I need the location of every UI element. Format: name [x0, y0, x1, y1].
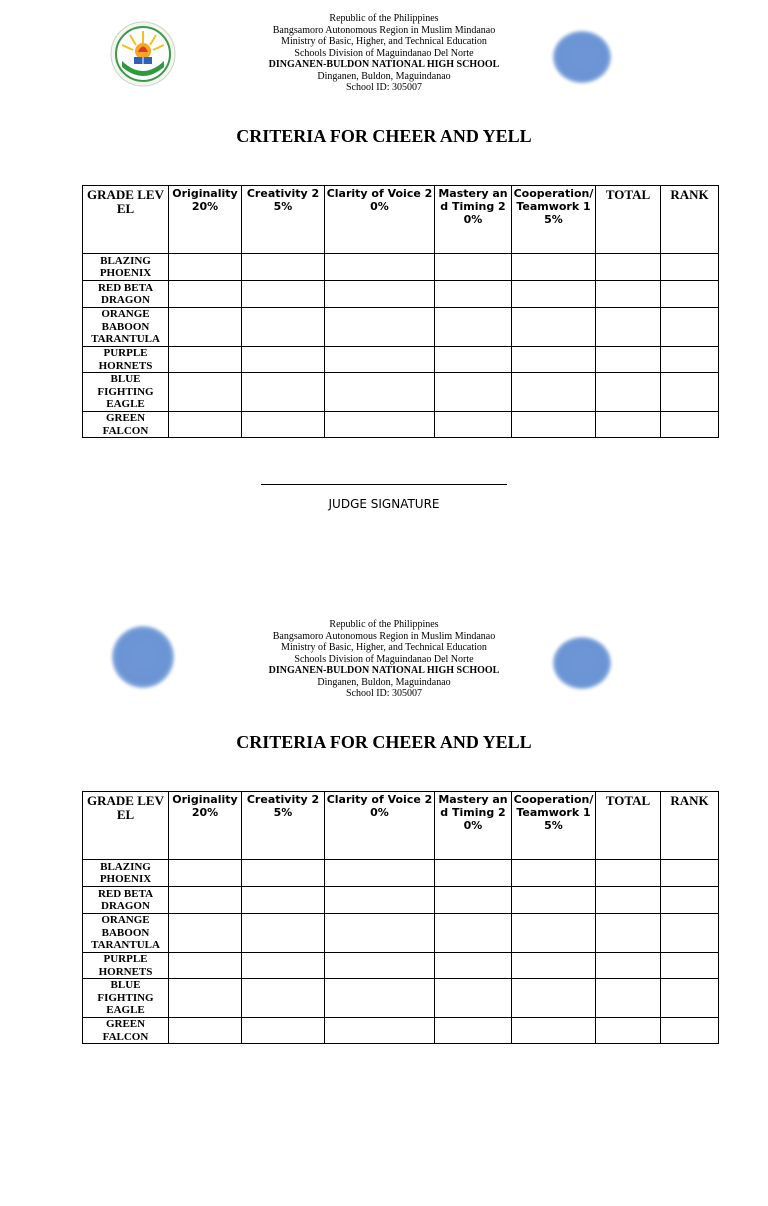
- table-header-row: [83, 792, 719, 860]
- col-total: TOTAL: [596, 186, 661, 254]
- criteria-table: [82, 185, 719, 438]
- row-label: BLUE FIGHTING EAGLE: [83, 979, 169, 1018]
- table-row: [83, 308, 719, 347]
- table-row: [83, 281, 719, 308]
- table-row: [83, 1018, 719, 1044]
- header-line-3: Ministry of Basic, Higher, and Technical Education: [281, 36, 487, 47]
- school-name: DINGANEN-BULDON NATIONAL HIGH SCHOOL: [268, 665, 500, 676]
- signature-line[interactable]: [261, 484, 507, 485]
- table-row: [83, 979, 719, 1018]
- table-row: [83, 953, 719, 979]
- form-section-2: [0, 606, 768, 1206]
- table-row: [83, 860, 719, 887]
- school-id: School ID: 305007: [345, 688, 423, 699]
- table-row: [83, 254, 719, 281]
- letterhead: [0, 619, 768, 700]
- criteria-table: [82, 791, 719, 1044]
- col-grade-level: GRADE LEVEL: [83, 186, 169, 254]
- row-label: BLAZING PHOENIX: [83, 254, 169, 281]
- school-address: Dinganen, Buldon, Maguindanao: [317, 70, 451, 82]
- row-label: GREEN FALCON: [83, 412, 169, 438]
- row-label: ORANGE BABOON TARANTULA: [83, 308, 169, 347]
- header-line-3: Ministry of Basic, Higher, and Technical Education: [281, 642, 487, 653]
- table-row: [83, 373, 719, 412]
- col-clarity: Clarity of Voice 20%: [325, 186, 435, 254]
- row-label: BLAZING PHOENIX: [83, 860, 169, 887]
- row-label: PURPLE HORNETS: [83, 953, 169, 979]
- row-label: RED BETA DRAGON: [83, 281, 169, 308]
- header-line-4: Schools Division of Maguindanao Del Norte: [294, 47, 474, 59]
- col-rank: RANK: [661, 186, 719, 254]
- col-creativity: Creativity 25%: [242, 792, 325, 860]
- col-total: TOTAL: [596, 792, 661, 860]
- col-mastery: Mastery and Timing 20%: [435, 186, 512, 254]
- table-row: [83, 412, 719, 438]
- col-grade-level: GRADE LEVEL: [83, 792, 169, 860]
- page-title: CRITERIA FOR CHEER AND YELL: [236, 732, 532, 752]
- col-cooperation: Cooperation/ Teamwork 15%: [512, 792, 596, 860]
- col-creativity: Creativity 25%: [242, 186, 325, 254]
- row-label: GREEN FALCON: [83, 1018, 169, 1044]
- school-id: School ID: 305007: [345, 82, 423, 93]
- school-address: Dinganen, Buldon, Maguindanao: [317, 676, 451, 688]
- col-cooperation: Cooperation/ Teamwork 15%: [512, 186, 596, 254]
- signature-label: JUDGE SIGNATURE: [328, 497, 440, 511]
- col-mastery: Mastery and Timing 20%: [435, 792, 512, 860]
- header-line-1: Republic of the Philippines: [329, 13, 439, 24]
- col-originality: Originality 20%: [169, 792, 242, 860]
- col-clarity: Clarity of Voice 20%: [325, 792, 435, 860]
- table-row: [83, 347, 719, 373]
- letterhead: [0, 13, 768, 94]
- row-label: RED BETA DRAGON: [83, 887, 169, 914]
- header-line-2: Bangsamoro Autonomous Region in Muslim Mindanao: [272, 24, 496, 36]
- table-header-row: [83, 186, 719, 254]
- table-row: [83, 914, 719, 953]
- header-line-4: Schools Division of Maguindanao Del Norte: [294, 653, 474, 665]
- row-label: BLUE FIGHTING EAGLE: [83, 373, 169, 412]
- header-line-2: Bangsamoro Autonomous Region in Muslim Mindanao: [272, 630, 496, 642]
- row-label: PURPLE HORNETS: [83, 347, 169, 373]
- col-originality: Originality 20%: [169, 186, 242, 254]
- row-label: ORANGE BABOON TARANTULA: [83, 914, 169, 953]
- page-title: CRITERIA FOR CHEER AND YELL: [236, 126, 532, 146]
- form-section-1: [0, 0, 768, 600]
- col-rank: RANK: [661, 792, 719, 860]
- table-row: [83, 887, 719, 914]
- header-line-1: Republic of the Philippines: [329, 619, 439, 630]
- school-name: DINGANEN-BULDON NATIONAL HIGH SCHOOL: [268, 59, 500, 70]
